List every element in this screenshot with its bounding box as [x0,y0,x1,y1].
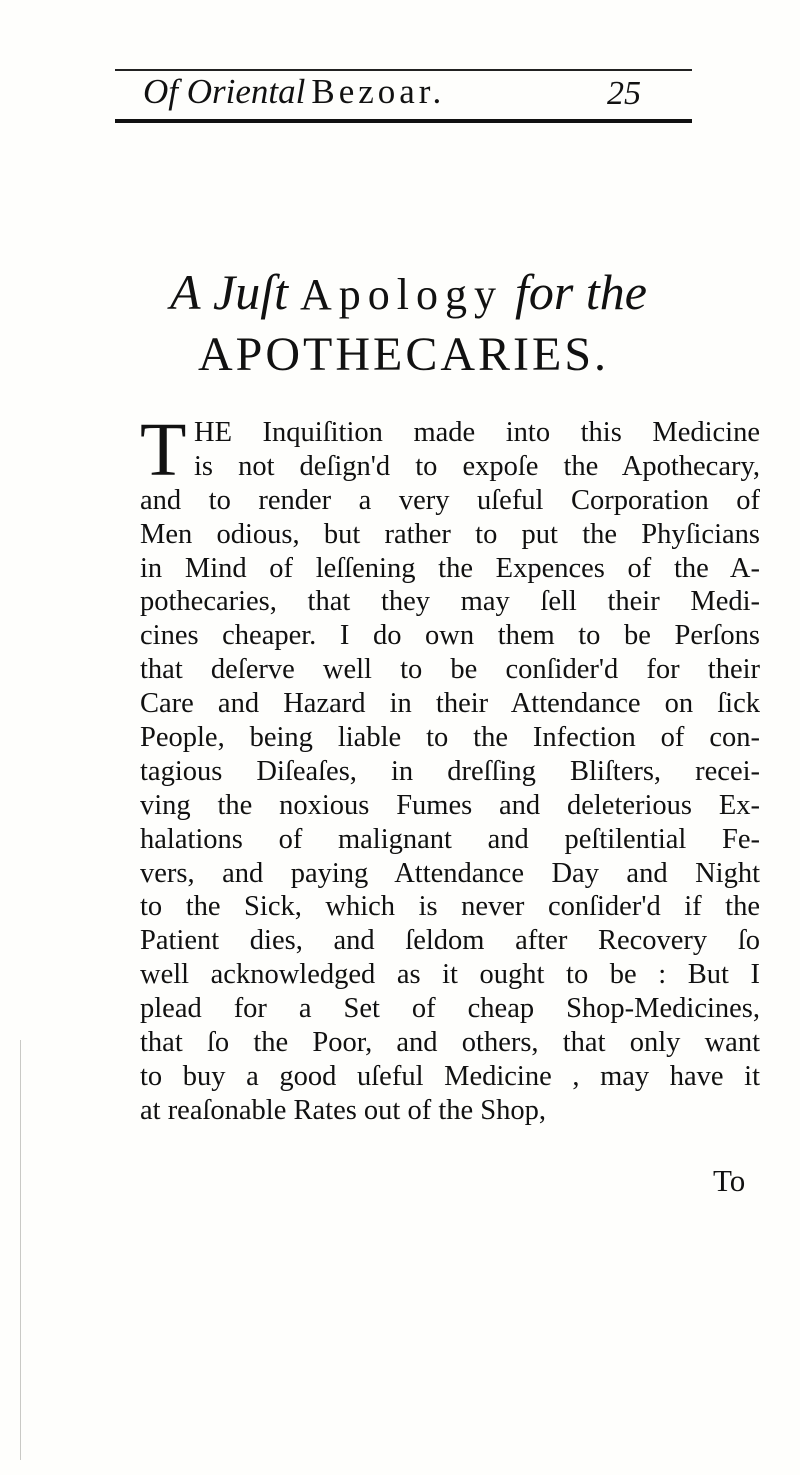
section-title-line-2: APOTHECARIES. [198,328,610,381]
running-head-title [143,72,445,112]
running-head [115,72,685,122]
section-title-line-1 [170,262,730,325]
text-line: halations of malignant and peſtilential Fe- [140,823,760,855]
text-line: to buy a good uſeful Medicine , may have it [140,1060,760,1092]
text-line: Patient dies, and ſeldom after Recovery ſo [140,925,760,957]
text-line: tagious Diſeaſes, in dreſſing Bliſters, recei- [140,755,760,787]
page-edge-shadow [20,1040,21,1460]
title-word-apology: Apology [300,270,504,319]
text-line: People, being liable to the Infection of con- [140,722,760,754]
running-head-italic: Of Oriental [143,72,306,111]
catchword: To [713,1163,746,1198]
text-line: Care and Hazard in their Attendance on ſick [140,688,760,720]
page-number: 25 [607,75,641,112]
title-word-for-the: for the [515,264,647,320]
text-line: plead for a Set of cheap Shop-Medicines, [140,993,760,1025]
text-line: Men odious, but rather to put the Phyſicians [140,518,760,550]
running-head-caps: Bezoar. [311,72,446,111]
title-word-just: Juſt [213,264,289,320]
text-line: in Mind of leſſening the Expences of the A- [140,552,760,584]
text-line: that deſerve well to be conſider'd for their [140,654,760,686]
text-line: well acknowledged as it ought to be : But I [140,959,760,991]
text-line: cines cheaper. I do own them to be Perſons [140,620,760,652]
text-line: at reaſonable Rates out of the Shop, [140,1094,547,1126]
title-word-a: A [170,264,201,320]
text-line: HE Inquiſition made into this Medicine [194,417,760,448]
drop-cap: T [140,408,187,492]
header-rule-bottom [115,119,692,123]
text-line: is not deſign'd to expoſe the Apothecary, [194,450,760,482]
text-line: vers, and paying Attendance Day and Night [140,857,760,889]
text-line: and to render a very uſeful Corporation of [140,484,760,516]
text-line: pothecaries, that they may ſell their Medi- [140,586,760,618]
body-paragraph [140,408,760,1128]
text-line: to the Sick, which is never conſider'd if the [140,891,760,923]
header-rule-top [115,69,692,71]
text-line: that ſo the Poor, and others, that only want [140,1027,760,1059]
text-line: ving the noxious Fumes and deleterious Ex- [140,789,760,821]
